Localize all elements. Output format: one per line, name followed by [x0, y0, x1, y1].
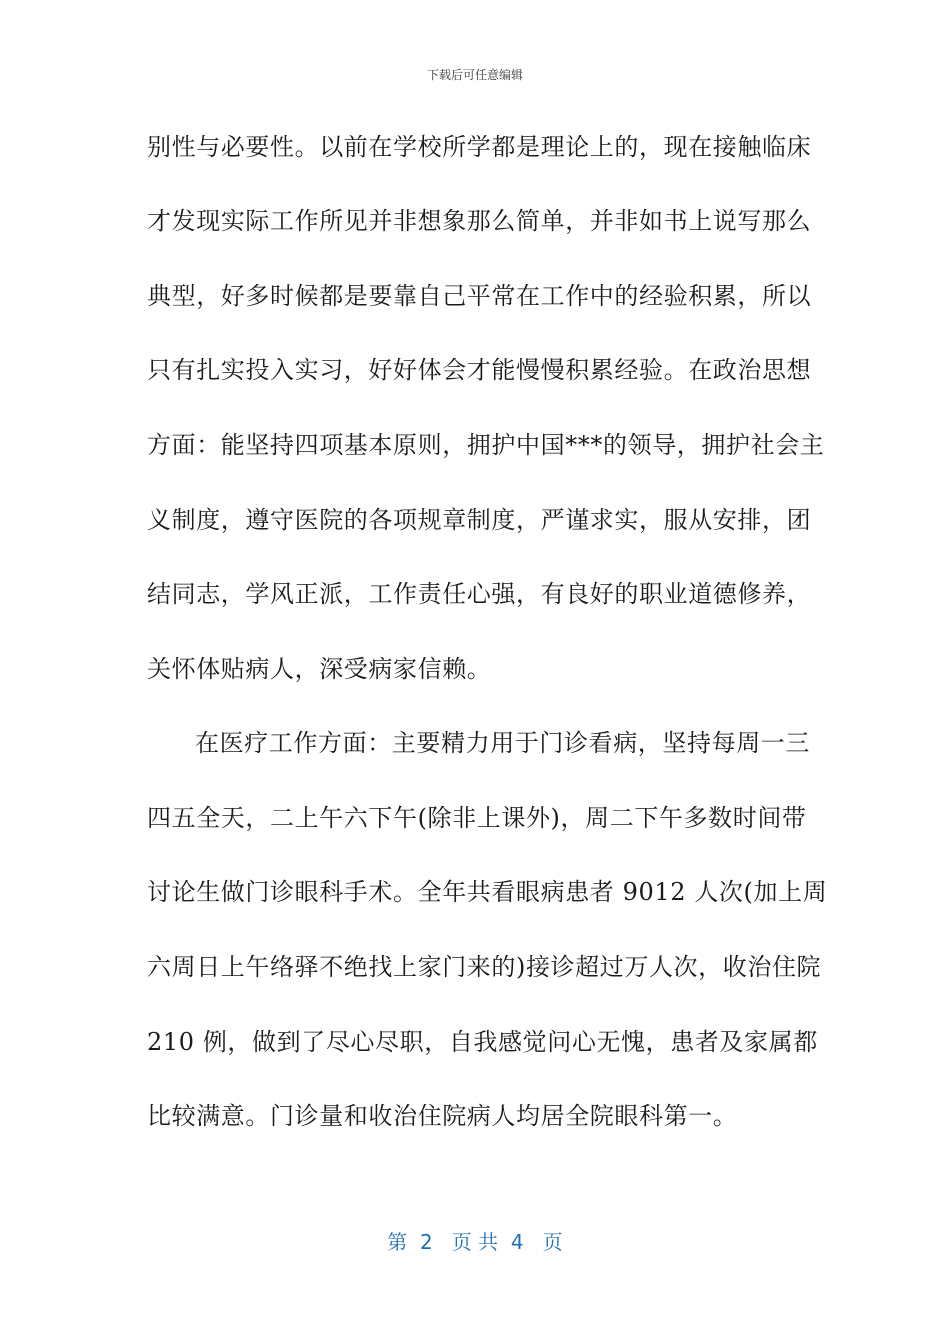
paragraph-first-line: 在医疗工作方面：主要精力用于门诊看病，坚持每周一三: [195, 729, 810, 757]
body-line: 别性与必要性。以前在学校所学都是理论上的，现在接触临床: [147, 133, 812, 161]
body-line: 四五全天，二上午六下午(除非上课外)，周二下午多数时间带: [147, 804, 807, 832]
body-line: 义制度，遵守医院的各项规章制度，严谨求实，服从安排，团: [147, 506, 812, 534]
body-line: 方面：能坚持四项基本原则，拥护中国***的领导，拥护社会主: [147, 431, 825, 459]
body-line: 讨论生做门诊眼科手术。全年共看眼病患者 9012 人次(加上周: [147, 878, 828, 906]
body-line: 结同志，学风正派，工作责任心强，有良好的职业道德修养，: [147, 580, 812, 608]
body-line: 典型，好多时候都是要靠自己平常在工作中的经验积累，所以: [147, 282, 812, 310]
header-note: 下载后可任意编辑: [426, 68, 523, 82]
body-line: 只有扎实投入实习，好好体会才能慢慢积累经验。在政治思想: [147, 356, 812, 384]
body-line: 比较满意。门诊量和收治住院病人均居全院眼科第一。: [147, 1102, 738, 1130]
body-line: 才发现实际工作所见并非想象那么简单，并非如书上说写那么: [147, 207, 812, 235]
body-line: 六周日上午络驿不绝找上家门来的)接诊超过万人次，收治住院: [147, 953, 822, 981]
body-line: 关怀体贴病人，深受病家信赖。: [147, 655, 492, 683]
body-line: 210 例，做到了尽心尽职，自我感觉问心无愧，患者及家属都: [147, 1028, 818, 1056]
page-number-footer: 第 2 页 共 4 页: [387, 1230, 563, 1254]
